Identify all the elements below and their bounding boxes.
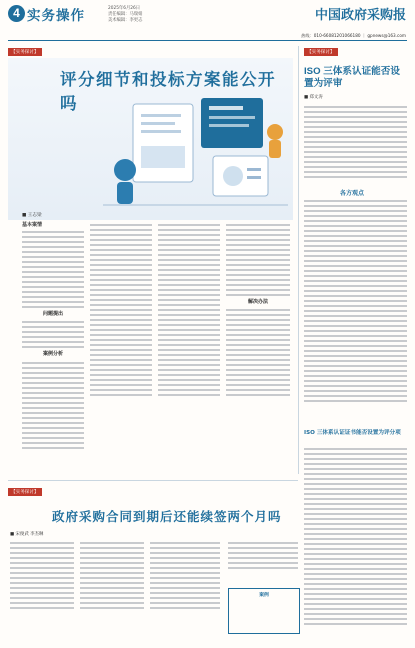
column-divider bbox=[298, 46, 299, 474]
page-number-badge: 4 bbox=[8, 5, 25, 22]
article-tag: 【实务探讨】 bbox=[8, 488, 42, 496]
article-scoring-details bbox=[8, 46, 293, 474]
article-body-column bbox=[304, 198, 407, 418]
article-body-column bbox=[304, 104, 407, 184]
page-header bbox=[0, 0, 415, 42]
article-body-column bbox=[304, 446, 407, 640]
summary-heading: 基本案情 bbox=[22, 222, 43, 228]
case-box bbox=[228, 588, 300, 634]
case-summary bbox=[22, 222, 84, 452]
article-body-column bbox=[80, 540, 144, 644]
article-headline: 政府采购合同到期后还能续签两个月吗 bbox=[52, 510, 282, 524]
case-box-title: 案例 bbox=[259, 593, 269, 598]
section-rule bbox=[8, 480, 298, 481]
article-headline: 评分细节和投标方案能公开吗 bbox=[60, 71, 276, 113]
article-body-column bbox=[90, 222, 152, 472]
summary-text bbox=[22, 231, 84, 308]
editor: 责任编辑：马瑞娟 bbox=[108, 12, 143, 17]
article-byline: ■ 宋俊武 李杰琳 bbox=[10, 532, 44, 537]
article-byline: ■ 郑文涛 bbox=[304, 95, 323, 100]
article-tag: 【实务探讨】 bbox=[8, 48, 42, 56]
hotline: 热线：010-66081201066180 ｜ gpnews@163.com bbox=[301, 33, 406, 38]
article-body-column bbox=[226, 222, 290, 472]
issue-meta bbox=[108, 6, 142, 24]
article-body-column bbox=[158, 222, 220, 472]
article-body-column bbox=[228, 540, 298, 586]
article-body-column bbox=[150, 540, 220, 644]
views-subheading: 各方观点 bbox=[340, 190, 365, 197]
resolution-heading: 解决办法 bbox=[247, 299, 268, 305]
article-tag: 【实务探讨】 bbox=[304, 48, 338, 56]
article-body-column bbox=[10, 540, 74, 644]
article-contract-renewal bbox=[8, 488, 298, 646]
question-heading: 问题提出 bbox=[42, 311, 63, 318]
article-headline: ISO 三体系认证能否设置为评审 bbox=[304, 66, 400, 89]
art-editor: 美术编辑：李更志 bbox=[108, 18, 143, 23]
analysis-heading: 案例分析 bbox=[42, 351, 63, 358]
newspaper-brand: 中国政府采购报 bbox=[314, 8, 406, 23]
article-byline: ■ 王志梁 bbox=[22, 213, 42, 218]
issue-date: 2025年6月26日 bbox=[108, 6, 141, 11]
header-rule bbox=[8, 40, 407, 41]
documents-illustration bbox=[103, 94, 288, 212]
section-title: 实务操作 bbox=[27, 8, 85, 23]
scoring-subheading: ISO 三体系认证证书能否设置为评分项 bbox=[304, 430, 401, 436]
article-iso-certification bbox=[304, 46, 407, 642]
